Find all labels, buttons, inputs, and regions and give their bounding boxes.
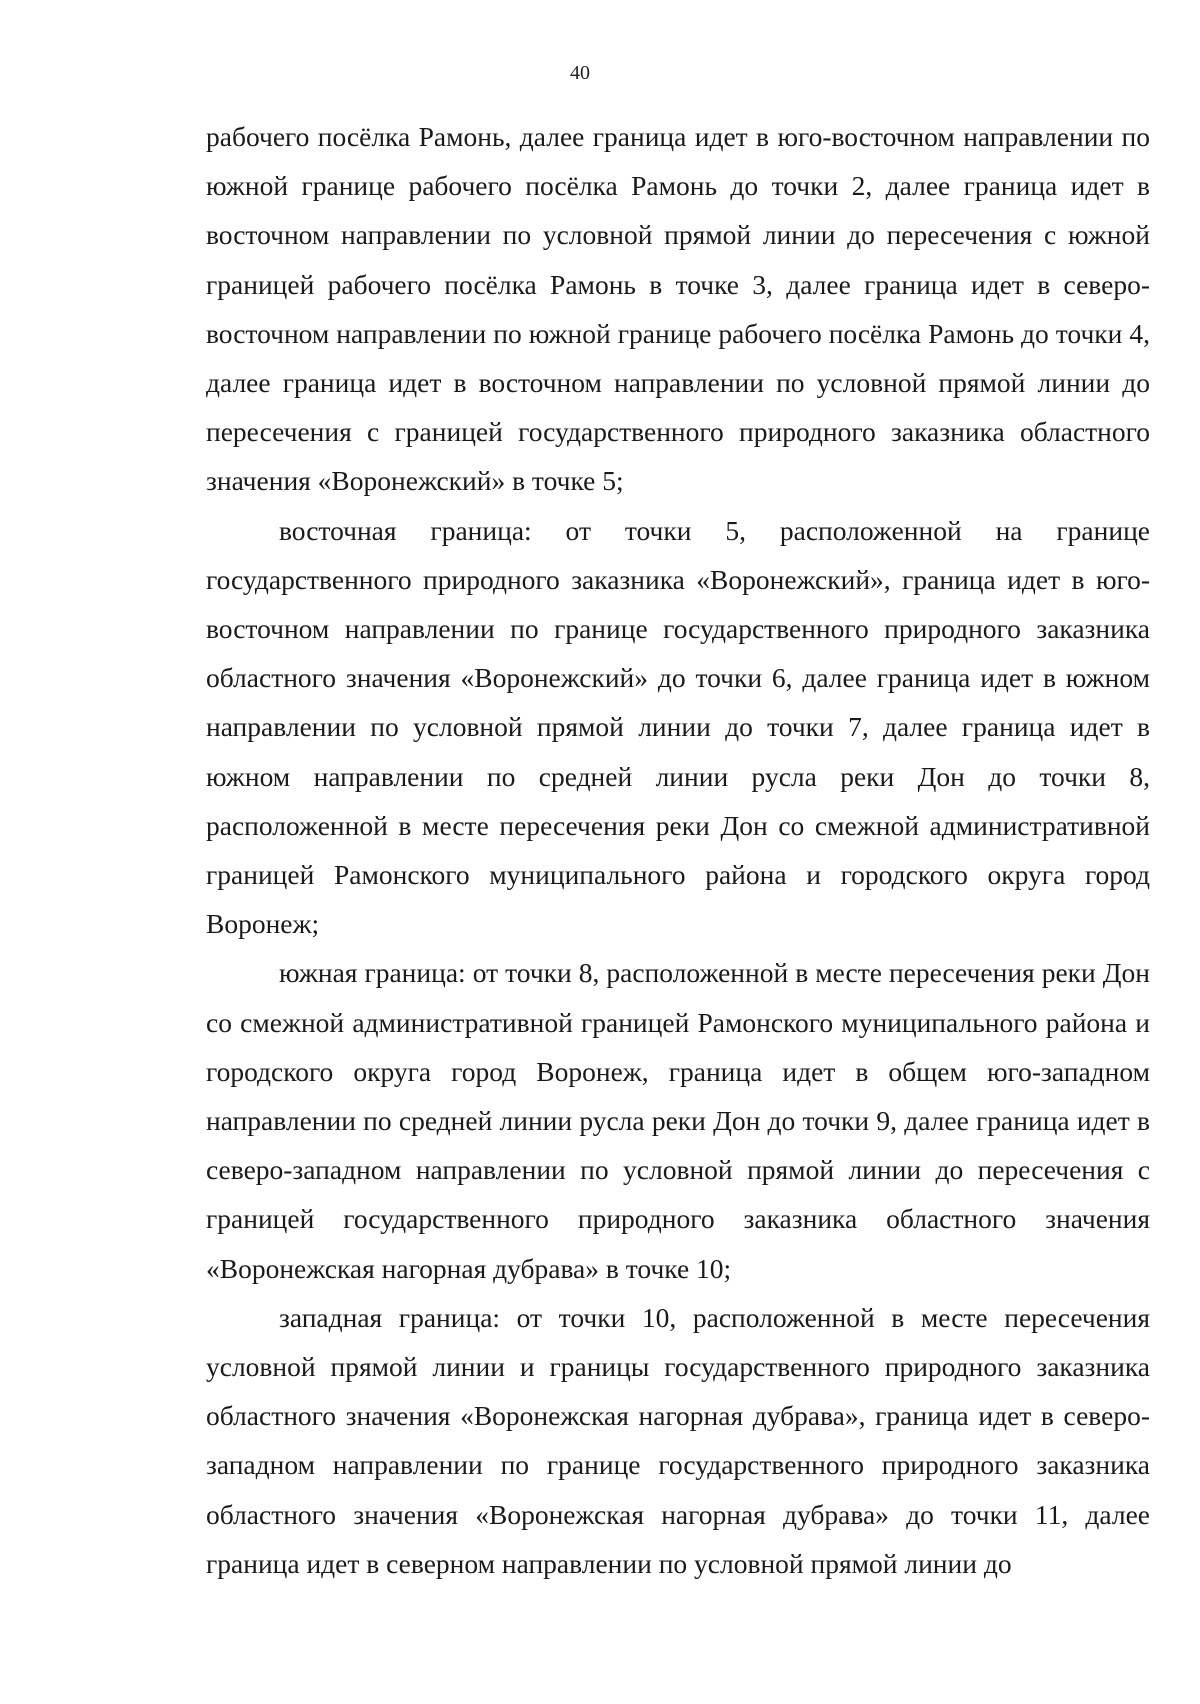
page-number: 40: [570, 62, 590, 84]
paragraph-western-border: западная граница: от точки 10, расположенной в месте пересечения условной прямой линии и границы государственного природного заказника областного значения «Воронежская нагорная дубрава», граница идет в северо-западном направлении по границе государственного природного заказника областного значения «Воронежская нагорная дубрава» до точки 11, далее граница идет в северном направлении по условной прямой линии до: [206, 1301, 1150, 1579]
paragraph-continuation: рабочего посёлка Рамонь, далее граница идет в юго-восточном направлении по южной границе рабочего посёлка Рамонь до точки 2, далее граница идет в восточном направлении по условной прямой линии до пересечения с южной границей рабочего посёлка Рамонь в точке 3, далее граница идет в северо-восточном направлении по южной границе рабочего посёлка Рамонь до точки 4, далее граница идет в восточном направлении по условной прямой линии до пересечения с границей государственного природного заказника областного значения «Воронежский» в точке 5;: [206, 121, 1150, 497]
document-body: [206, 112, 1150, 1588]
paragraph-eastern-border: восточная граница: от точки 5, расположенной на границе государственного природного заказника «Воронежский», граница идет в юго-восточном направлении по границе государственного природного заказника областного значения «Воронежский» до точки 6, далее граница идет в южном направлении по условной прямой линии до точки 7, далее граница идет в южном направлении по средней линии русла реки Дон до точки 8, расположенной в месте пересечения реки Дон со смежной административной границей Рамонского муниципального района и городского округа город Воронеж;: [206, 514, 1150, 940]
paragraph-southern-border: южная граница: от точки 8, расположенной в месте пересечения реки Дон со смежной административной границей Рамонского муниципального района и городского округа город Воронеж, граница идет в общем юго-западном направлении по средней линии русла реки Дон до точки 9, далее граница идет в северо-западном направлении по условной прямой линии до пересечения с границей государственного природного заказника областного значения «Воронежская нагорная дубрава» в точке 10;: [206, 957, 1150, 1284]
